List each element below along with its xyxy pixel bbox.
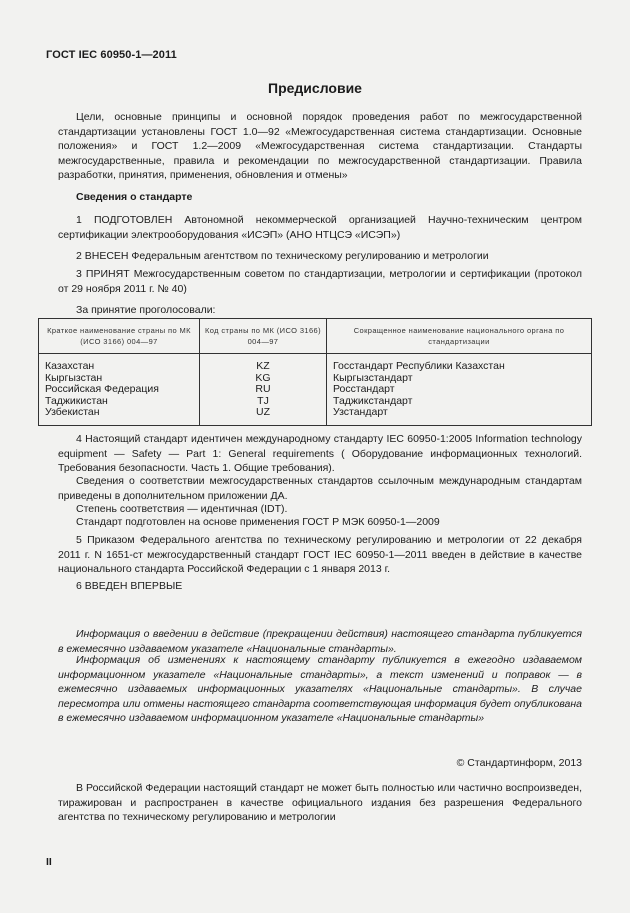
- table-row: [39, 384, 592, 396]
- table-header-code: Код страны по МК (ИСО 3166) 004—97: [200, 319, 327, 354]
- code-cell: KZ: [200, 354, 327, 373]
- item-5-order: 5 Приказом Федерального агентства по техническому регулированию и метрологии от 22 декабря 2011 г. N 1651-ст межгосударственный стандарт ГОСТ IEC 60950-1—2011 введен в действие в качестве национального стандарта Российской Федерации с 1 января 2013 г.: [58, 534, 582, 575]
- page-title: Предисловие: [268, 80, 362, 96]
- code-cell: RU: [200, 384, 327, 396]
- body-cell: Узстандарт: [327, 407, 592, 425]
- notice-changes: Информация об изменениях к настоящему стандарту публикуется в ежегодно издаваемом информационном указателе «Национальные стандарты», а текст изменений и поправок — в ежемесячно издаваемых информационных указателях «Национальные стандарты». В случае пересмотра или отмены настоящего стандарта соответствующая информация будет опубликована в ежемесячно издаваемом информационном указателе «Национальные стандарты»: [58, 654, 582, 724]
- country-cell: Казахстан: [39, 354, 200, 373]
- voted-label: За принятие проголосовали:: [76, 304, 216, 316]
- table-header-body: Сокращенное наименование национального органа по стандартизации: [327, 319, 592, 354]
- body-cell: Росстандарт: [327, 384, 592, 396]
- country-cell: Российская Федерация: [39, 384, 200, 396]
- table-header-country: Краткое наименование страны по МК (ИСО 3166) 004—97: [39, 319, 200, 354]
- reproduction-notice: В Российской Федерации настоящий стандарт не может быть полностью или частично воспроизведен, тиражирован и распространен в качестве официального издания без разрешения Федерального агентства по техническому регулированию и метрологии: [58, 782, 582, 823]
- voting-countries-table: [38, 318, 592, 426]
- item-2-submitted: 2 ВНЕСЕН Федеральным агентством по техническому регулированию и метрологии: [76, 250, 489, 262]
- table-row: [39, 407, 592, 425]
- item-4-references: Сведения о соответствии межгосударственных стандартов ссылочным международным стандартам приведены в дополнительном приложении ДА.: [58, 475, 582, 502]
- item-3-adopted: 3 ПРИНЯТ Межгосударственным советом по стандартизации, метрологии и сертификации (протокол от 29 ноября 2011 г. № 40): [58, 268, 582, 295]
- section-heading: Сведения о стандарте: [76, 191, 193, 203]
- country-cell: Кыргызстан: [39, 373, 200, 385]
- body-cell: Кыргызстандарт: [327, 373, 592, 385]
- document-code-header: ГОСТ IEC 60950-1—2011: [46, 49, 177, 61]
- country-cell: Узбекистан: [39, 407, 200, 425]
- page-number: II: [46, 856, 52, 868]
- item-4-degree: Степень соответствия — идентичная (IDT).: [76, 503, 288, 515]
- intro-paragraph: Цели, основные принципы и основной порядок проведения работ по межгосударственной стандартизации установлены ГОСТ 1.0—92 «Межгосударственная система стандартизации. Основные положения» и ГОСТ 1.2—2009 «Межгосударственная система стандартизации. Стандарты межгосударственные, правила и рекомендации по межгосударственной стандартизации. Правила разработки, принятия, применения, обновления и отмены»: [58, 111, 582, 181]
- item-6-introduced: 6 ВВЕДЕН ВПЕРВЫЕ: [76, 580, 183, 592]
- table-row: [39, 396, 592, 408]
- body-cell: Таджикстандарт: [327, 396, 592, 408]
- country-cell: Таджикистан: [39, 396, 200, 408]
- code-cell: KG: [200, 373, 327, 385]
- copyright: © Стандартинформ, 2013: [456, 757, 582, 769]
- code-cell: UZ: [200, 407, 327, 425]
- code-cell: TJ: [200, 396, 327, 408]
- notice-enactment: Информация о введении в действие (прекращении действия) настоящего стандарта публикуется в ежемесячно издаваемом указателе «Национальные стандарты».: [58, 628, 582, 655]
- item-4-identical: 4 Настоящий стандарт идентичен международному стандарту IEC 60950-1:2005 Information technology equipment — Safety — Part 1: General requirements ( Оборудование информационных технологий. Требования безопасности. Часть 1. Общие требования).: [58, 433, 582, 474]
- table-row: [39, 354, 592, 373]
- table-header-row: [39, 319, 592, 354]
- item-4-basis: Стандарт подготовлен на основе применения ГОСТ Р МЭК 60950-1—2009: [76, 516, 440, 528]
- body-cell: Госстандарт Республики Казахстан: [327, 354, 592, 373]
- item-1-prepared: 1 ПОДГОТОВЛЕН Автономной некоммерческой организацией Научно-техническим центром сертификации электрооборудования «ИСЭП» (АНО НТЦСЭ «ИСЭП»): [58, 214, 582, 241]
